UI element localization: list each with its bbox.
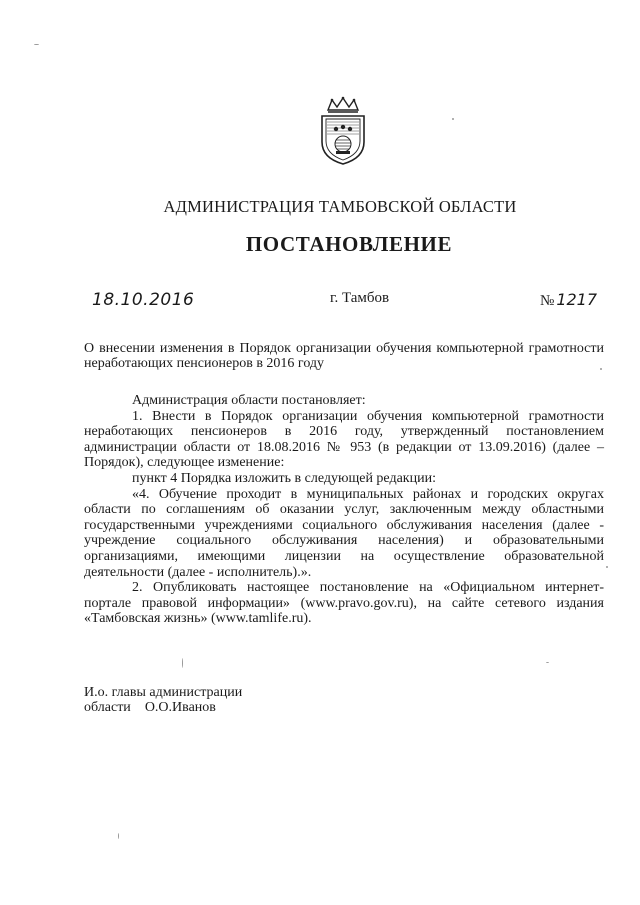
scan-speck xyxy=(118,833,119,839)
scan-speck xyxy=(34,44,39,45)
scan-speck xyxy=(546,662,549,663)
scan-speck xyxy=(600,368,602,370)
document-body xyxy=(84,393,604,627)
scan-speck xyxy=(606,566,608,568)
signatory-position: И.о. главы администрации xyxy=(84,685,243,700)
body-paragraph: 2. Опубликовать настоящее постановление на «Официальном интернет-портале правовой информации» (www.pravo.gov.ru), на сайте сетевого издания «Тамбовская жизнь» (www.tamlife.ru). xyxy=(84,580,604,627)
signatory-name: О.О.Иванов xyxy=(144,700,216,715)
signatory-line xyxy=(84,700,242,715)
signatory-position-cont: области xyxy=(84,700,131,715)
scan-speck xyxy=(182,658,183,668)
number-prefix: № xyxy=(540,293,555,309)
scan-speck xyxy=(452,118,454,120)
coat-of-arms-icon xyxy=(318,96,368,166)
document-title: ПОСТАНОВЛЕНИЕ xyxy=(245,232,453,256)
body-paragraph: пункт 4 Порядка изложить в следующей редакции: xyxy=(132,470,436,486)
document-date: 18.10.2016 xyxy=(92,290,195,310)
document-city: г. Тамбов xyxy=(330,290,390,306)
signature-block xyxy=(84,685,242,715)
organization-name: АДМИНИСТРАЦИЯ ТАМБОВСКОЙ ОБЛАСТИ xyxy=(163,197,517,216)
body-paragraph: Администрация области постановляет: xyxy=(132,393,366,408)
document-subject: О внесении изменения в Порядок организации обучения компьютерной грамотности неработающих пенсионеров в 2016 году xyxy=(84,341,604,371)
document-number xyxy=(540,290,597,310)
number-value: 1217 xyxy=(556,290,598,309)
body-paragraph: 1. Внести в Порядок организации обучения компьютерной грамотности неработающих пенсионеров в 2016 году, утвержденный постановлением администрации области от 18.08.2016 № 953 (в редакции от 13.09.2016) (далее – Порядок), следующее изменение: xyxy=(84,408,604,471)
body-paragraph: «4. Обучение проходит в муниципальных районах и городских округах области по соглашениям об оказании услуг, заключенным между областными государственными учреждениями социального обслуживания населения (далее - учреждение социального обслуживания населения) и образовательными организациями, имеющими лицензии на осуществление образовательной деятельности (далее - исполнитель).». xyxy=(84,486,604,580)
